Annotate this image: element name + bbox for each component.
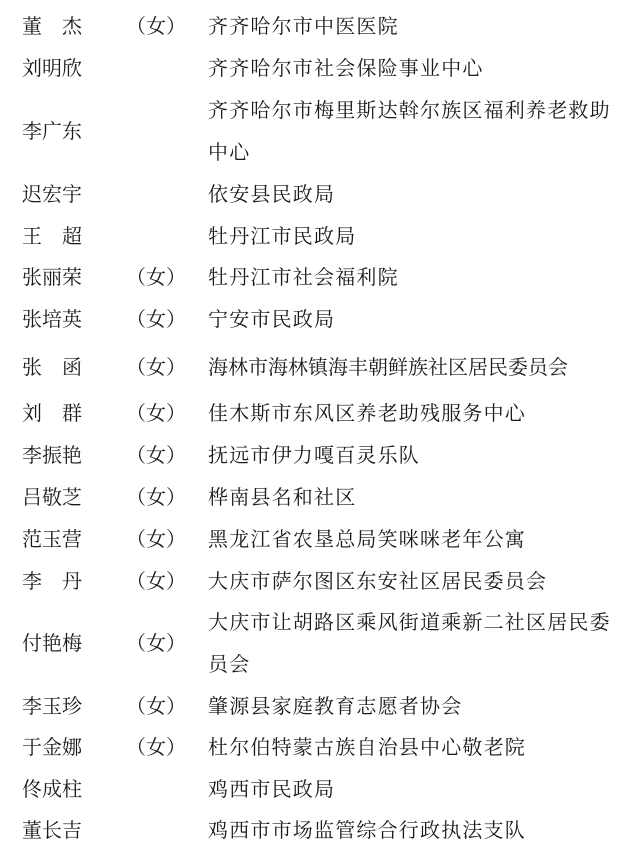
recipient-organization: 杜尔伯特蒙古族自治县中心敬老院 xyxy=(208,735,526,759)
recipient-name: 范玉营 xyxy=(22,527,82,551)
recipient-name: 张 函 xyxy=(22,355,82,379)
recipient-organization: 依安县民政局 xyxy=(208,182,336,206)
recipient-organization: 齐齐哈尔市社会保险事业中心 xyxy=(208,56,484,80)
recipient-organization: 鸡西市市场监管综合行政执法支队 xyxy=(208,818,526,842)
recipient-gender: （女） xyxy=(126,355,186,379)
recipient-name: 李玉珍 xyxy=(22,694,82,718)
recipient-name: 于金娜 xyxy=(22,735,82,759)
recipient-gender: （女） xyxy=(126,569,186,593)
recipient-gender: （女） xyxy=(126,631,186,655)
recipient-gender: （女） xyxy=(126,694,186,718)
recipient-name: 迟宏宇 xyxy=(22,182,82,206)
recipient-organization: 肇源县家庭教育志愿者协会 xyxy=(208,694,463,718)
recipient-organization: 牡丹江市社会福利院 xyxy=(208,265,399,289)
recipient-organization: 佳木斯市东风区养老助残服务中心 xyxy=(208,401,526,425)
recipient-organization: 鸡西市民政局 xyxy=(208,777,336,801)
recipient-name: 付艳梅 xyxy=(22,631,82,655)
recipient-organization: 齐齐哈尔市梅里斯达斡尔族区福利养老救助中心 xyxy=(208,98,611,164)
recipient-name: 张培英 xyxy=(22,307,82,331)
recipient-organization: 海林市海林镇海丰朝鲜族社区居民委员会 xyxy=(208,355,568,379)
recipient-name: 董 杰 xyxy=(22,14,82,38)
recipient-gender: （女） xyxy=(126,735,186,759)
recipient-organization: 桦南县名和社区 xyxy=(208,485,357,509)
recipient-organization: 齐齐哈尔市中医医院 xyxy=(208,14,399,38)
recipient-name: 张丽荣 xyxy=(22,265,82,289)
recipient-name: 王 超 xyxy=(22,224,82,248)
recipient-gender: （女） xyxy=(126,485,186,509)
recipient-gender: （女） xyxy=(126,265,186,289)
recipient-gender: （女） xyxy=(126,443,186,467)
recipient-name: 李振艳 xyxy=(22,443,82,467)
recipient-name: 刘明欣 xyxy=(22,56,82,80)
recipient-gender: （女） xyxy=(126,401,186,425)
recipient-name: 董长吉 xyxy=(22,818,82,842)
recipient-organization: 宁安市民政局 xyxy=(208,307,336,331)
recipient-name: 刘 群 xyxy=(22,401,82,425)
recipient-name: 吕敬芝 xyxy=(22,485,82,509)
recipient-gender: （女） xyxy=(126,307,186,331)
recipient-gender: （女） xyxy=(126,527,186,551)
recipient-organization: 牡丹江市民政局 xyxy=(208,224,357,248)
recipient-organization: 大庆市让胡路区乘风街道乘新二社区居民委员会 xyxy=(208,610,611,676)
recipient-organization: 大庆市萨尔图区东安社区居民委员会 xyxy=(208,569,548,593)
recipient-name: 佟成柱 xyxy=(22,777,82,801)
recipient-gender: （女） xyxy=(126,14,186,38)
recipient-name: 李广东 xyxy=(22,119,82,143)
recipient-name: 李 丹 xyxy=(22,569,82,593)
recipient-organization: 抚远市伊力嘎百灵乐队 xyxy=(208,443,420,467)
recipient-organization: 黑龙江省农垦总局笑咪咪老年公寓 xyxy=(208,527,526,551)
